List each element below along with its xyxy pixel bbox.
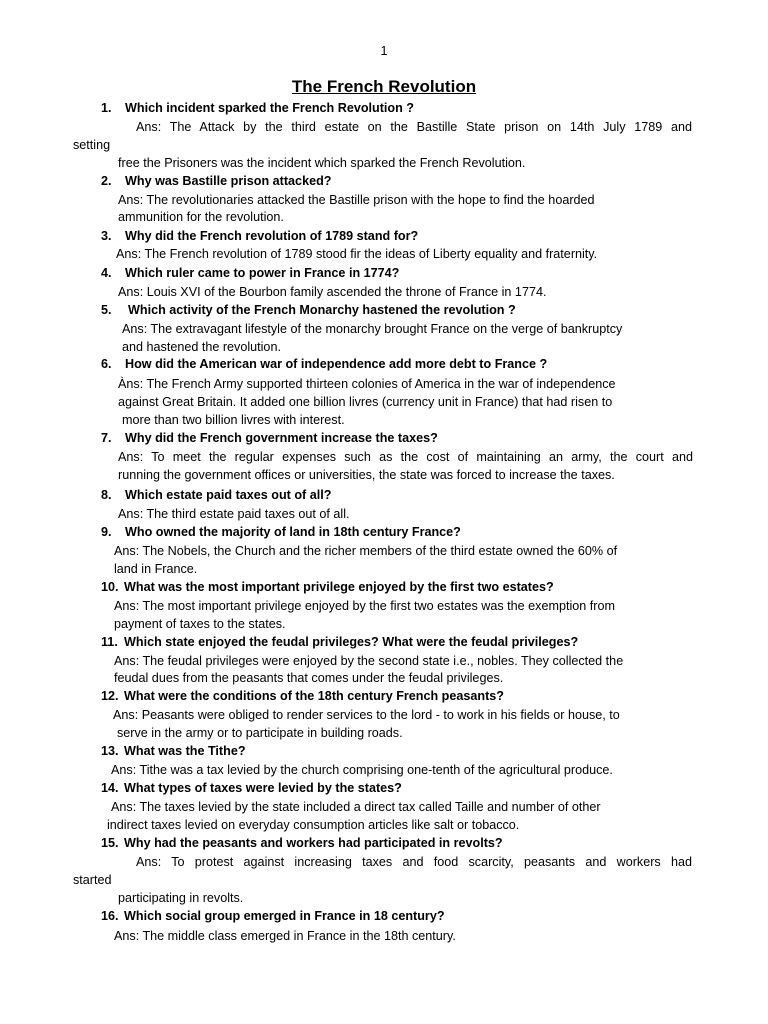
question-3 — [101, 228, 418, 245]
answer-6-line-1: Àns: The French Army supported thirteen colonies of America in the war of independence — [118, 377, 616, 391]
answer-5-line-2: and hastened the revolution. — [122, 340, 281, 354]
question-text: What types of taxes were levied by the states? — [124, 781, 402, 795]
question-text: Why was Bastille prison attacked? — [125, 174, 332, 188]
answer-12-line-1: Ans: Peasants were obliged to render services to the lord - to work in his fields or house, to — [113, 708, 620, 722]
question-text: What was the most important privilege enjoyed by the first two estates? — [124, 580, 554, 594]
question-number: 11. — [101, 635, 118, 649]
question-text: Who owned the majority of land in 18th century France? — [125, 525, 461, 539]
question-number: 4. — [101, 266, 112, 280]
question-16 — [101, 908, 445, 925]
answer-16-line-1: Ans: The middle class emerged in France in the 18th century. — [114, 929, 456, 943]
answer-13-line-1: Ans: Tithe was a tax levied by the church comprising one-tenth of the agricultural produce. — [111, 763, 613, 777]
question-9 — [101, 524, 461, 541]
question-2 — [101, 173, 331, 190]
answer-6-line-3: more than two billion livres with interest. — [122, 413, 345, 427]
answer-10-line-1: Ans: The most important privilege enjoyed by the first two estates was the exemption from — [114, 599, 615, 613]
question-10 — [101, 579, 554, 596]
page-number: 1 — [380, 44, 388, 58]
page-title: The French Revolution — [291, 77, 477, 96]
answer-2-line-1: Ans: The revolutionaries attacked the Bastille prison with the hope to find the hoarded — [118, 193, 595, 207]
question-text: Why had the peasants and workers had participated in revolts? — [124, 836, 503, 850]
question-text: Why did the French revolution of 1789 stand for? — [125, 229, 419, 243]
question-text: Which state enjoyed the feudal privileges? What were the feudal privileges? — [124, 635, 579, 649]
question-text: Which social group emerged in France in 18 century? — [124, 909, 445, 923]
question-11 — [101, 634, 578, 651]
question-number: 13. — [101, 744, 119, 758]
answer-8-line-1: Ans: The third estate paid taxes out of all. — [118, 507, 350, 521]
answer-15-line-2: started — [73, 873, 112, 887]
answer-15-line-1: Ans: To protest against increasing taxes and food scarcity, peasants and workers had — [136, 855, 692, 869]
answer-14-line-1: Ans: The taxes levied by the state included a direct tax called Taille and number of other — [111, 800, 601, 814]
answer-11-line-2: feudal dues from the peasants that comes under the feudal privileges. — [114, 671, 504, 685]
question-text: Which estate paid taxes out of all? — [125, 488, 332, 502]
question-8 — [101, 487, 331, 504]
answer-1-line-1: Ans: The Attack by the third estate on the Bastille State prison on 14th July 1789 and — [136, 120, 692, 134]
question-number: 10. — [101, 580, 119, 594]
answer-4-line-1: Ans: Louis XVI of the Bourbon family ascended the throne of France in 1774. — [118, 285, 547, 299]
question-7 — [101, 430, 438, 447]
question-text: What were the conditions of the 18th century French peasants? — [124, 689, 504, 703]
question-5 — [101, 302, 516, 319]
question-number: 6. — [101, 357, 112, 371]
answer-12-line-2: serve in the army or to participate in building roads. — [117, 726, 403, 740]
question-number: 14. — [101, 781, 119, 795]
question-number: 9. — [101, 525, 112, 539]
question-12 — [101, 688, 504, 705]
question-13 — [101, 743, 246, 760]
question-text: Which activity of the French Monarchy hastened the revolution ? — [128, 303, 516, 317]
answer-7-line-2: running the government offices or universities, the state was forced to increase the taxes. — [118, 468, 615, 482]
answer-6-line-2: against Great Britain. It added one billion livres (currency unit in France) that had risen to — [118, 395, 613, 409]
question-number: 16. — [101, 909, 119, 923]
question-number: 3. — [101, 229, 112, 243]
question-text: What was the Tithe? — [124, 744, 246, 758]
answer-2-line-2: ammunition for the revolution. — [118, 210, 284, 224]
question-number: 15. — [101, 836, 119, 850]
question-text: Which incident sparked the French Revolution ? — [125, 101, 414, 115]
question-number: 12. — [101, 689, 119, 703]
answer-14-line-2: indirect taxes levied on everyday consumption articles like salt or tobacco. — [107, 818, 520, 832]
answer-10-line-2: payment of taxes to the states. — [114, 617, 286, 631]
question-15 — [101, 835, 503, 852]
question-1 — [101, 100, 414, 117]
answer-1-line-2: setting — [73, 138, 111, 152]
answer-3-line-1: Ans: The French revolution of 1789 stood fir the ideas of Liberty equality and fraternity. — [116, 247, 598, 261]
question-text: Why did the French government increase the taxes? — [125, 431, 438, 445]
question-number: 2. — [101, 174, 112, 188]
answer-9-line-2: land in France. — [114, 562, 198, 576]
question-number: 7. — [101, 431, 112, 445]
answer-5-line-1: Ans: The extravagant lifestyle of the monarchy brought France on the verge of bankruptcy — [122, 322, 623, 336]
question-14 — [101, 780, 402, 797]
question-number: 8. — [101, 488, 112, 502]
answer-7-line-1: Ans: To meet the regular expenses such as the cost of maintaining an army, the court and — [118, 450, 693, 464]
question-number: 5. — [101, 303, 112, 317]
question-number: 1. — [101, 101, 112, 115]
answer-15-line-3: participating in revolts. — [118, 891, 244, 905]
answer-9-line-1: Ans: The Nobels, the Church and the richer members of the third estate owned the 60% of — [114, 544, 618, 558]
question-4 — [101, 265, 399, 282]
question-text: How did the American war of independence add more debt to France ? — [125, 357, 548, 371]
question-text: Which ruler came to power in France in 1774? — [125, 266, 400, 280]
question-6 — [101, 356, 547, 373]
answer-11-line-1: Ans: The feudal privileges were enjoyed by the second state i.e., nobles. They collected the — [114, 654, 624, 668]
answer-1-line-3: free the Prisoners was the incident which sparked the French Revolution. — [118, 156, 526, 170]
